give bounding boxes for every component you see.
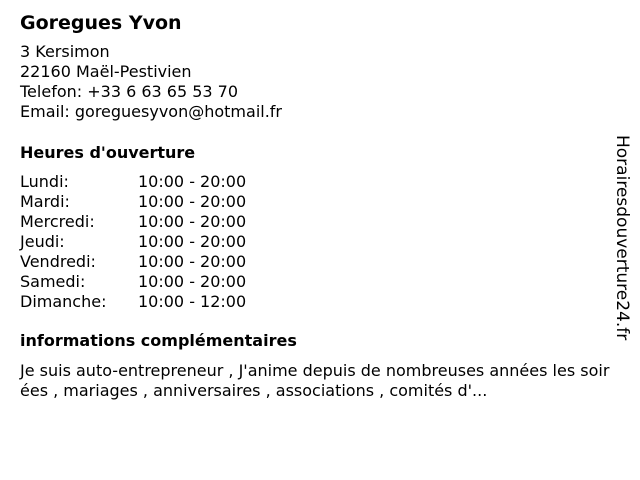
info-description: Je suis auto-entrepreneur , J'anime depuis de nombreuses années les soirées , mariages , anniversaires , associations , comités d'...	[20, 361, 610, 400]
hours-row-sunday	[20, 292, 610, 312]
hours-row-thursday	[20, 232, 610, 252]
hours-table	[20, 172, 610, 312]
hours-row-saturday	[20, 272, 610, 292]
day-label: Jeudi:	[20, 232, 65, 251]
hours-row-monday	[20, 172, 610, 192]
contact-block	[20, 42, 610, 122]
site-watermark: Horairesdouverture24.fr	[612, 135, 632, 341]
info-heading: informations complémentaires	[20, 331, 297, 350]
day-label: Vendredi:	[20, 252, 96, 271]
hours-row-wednesday	[20, 212, 610, 232]
time-range: 10:00 - 20:00	[138, 252, 247, 271]
day-label: Mercredi:	[20, 212, 95, 231]
address-street: 3 Kersimon	[20, 42, 110, 61]
time-range: 10:00 - 20:00	[138, 272, 247, 291]
hours-row-tuesday	[20, 192, 610, 212]
time-range: 10:00 - 20:00	[138, 192, 247, 211]
phone-number[interactable]: Telefon: +33 6 63 65 53 70	[20, 82, 239, 101]
day-label: Mardi:	[20, 192, 70, 211]
business-name: Goregues Yvon	[20, 12, 182, 34]
address-city: 22160 Maël-Pestivien	[20, 62, 192, 81]
time-range: 10:00 - 12:00	[138, 292, 247, 311]
email-address[interactable]: Email: goreguesyvon@hotmail.fr	[20, 102, 283, 121]
time-range: 10:00 - 20:00	[138, 172, 247, 191]
time-range: 10:00 - 20:00	[138, 232, 247, 251]
hours-row-friday	[20, 252, 610, 272]
business-card	[20, 10, 610, 401]
day-label: Dimanche:	[20, 292, 107, 311]
time-range: 10:00 - 20:00	[138, 212, 247, 231]
day-label: Samedi:	[20, 272, 86, 291]
hours-heading: Heures d'ouverture	[20, 143, 196, 162]
day-label: Lundi:	[20, 172, 69, 191]
